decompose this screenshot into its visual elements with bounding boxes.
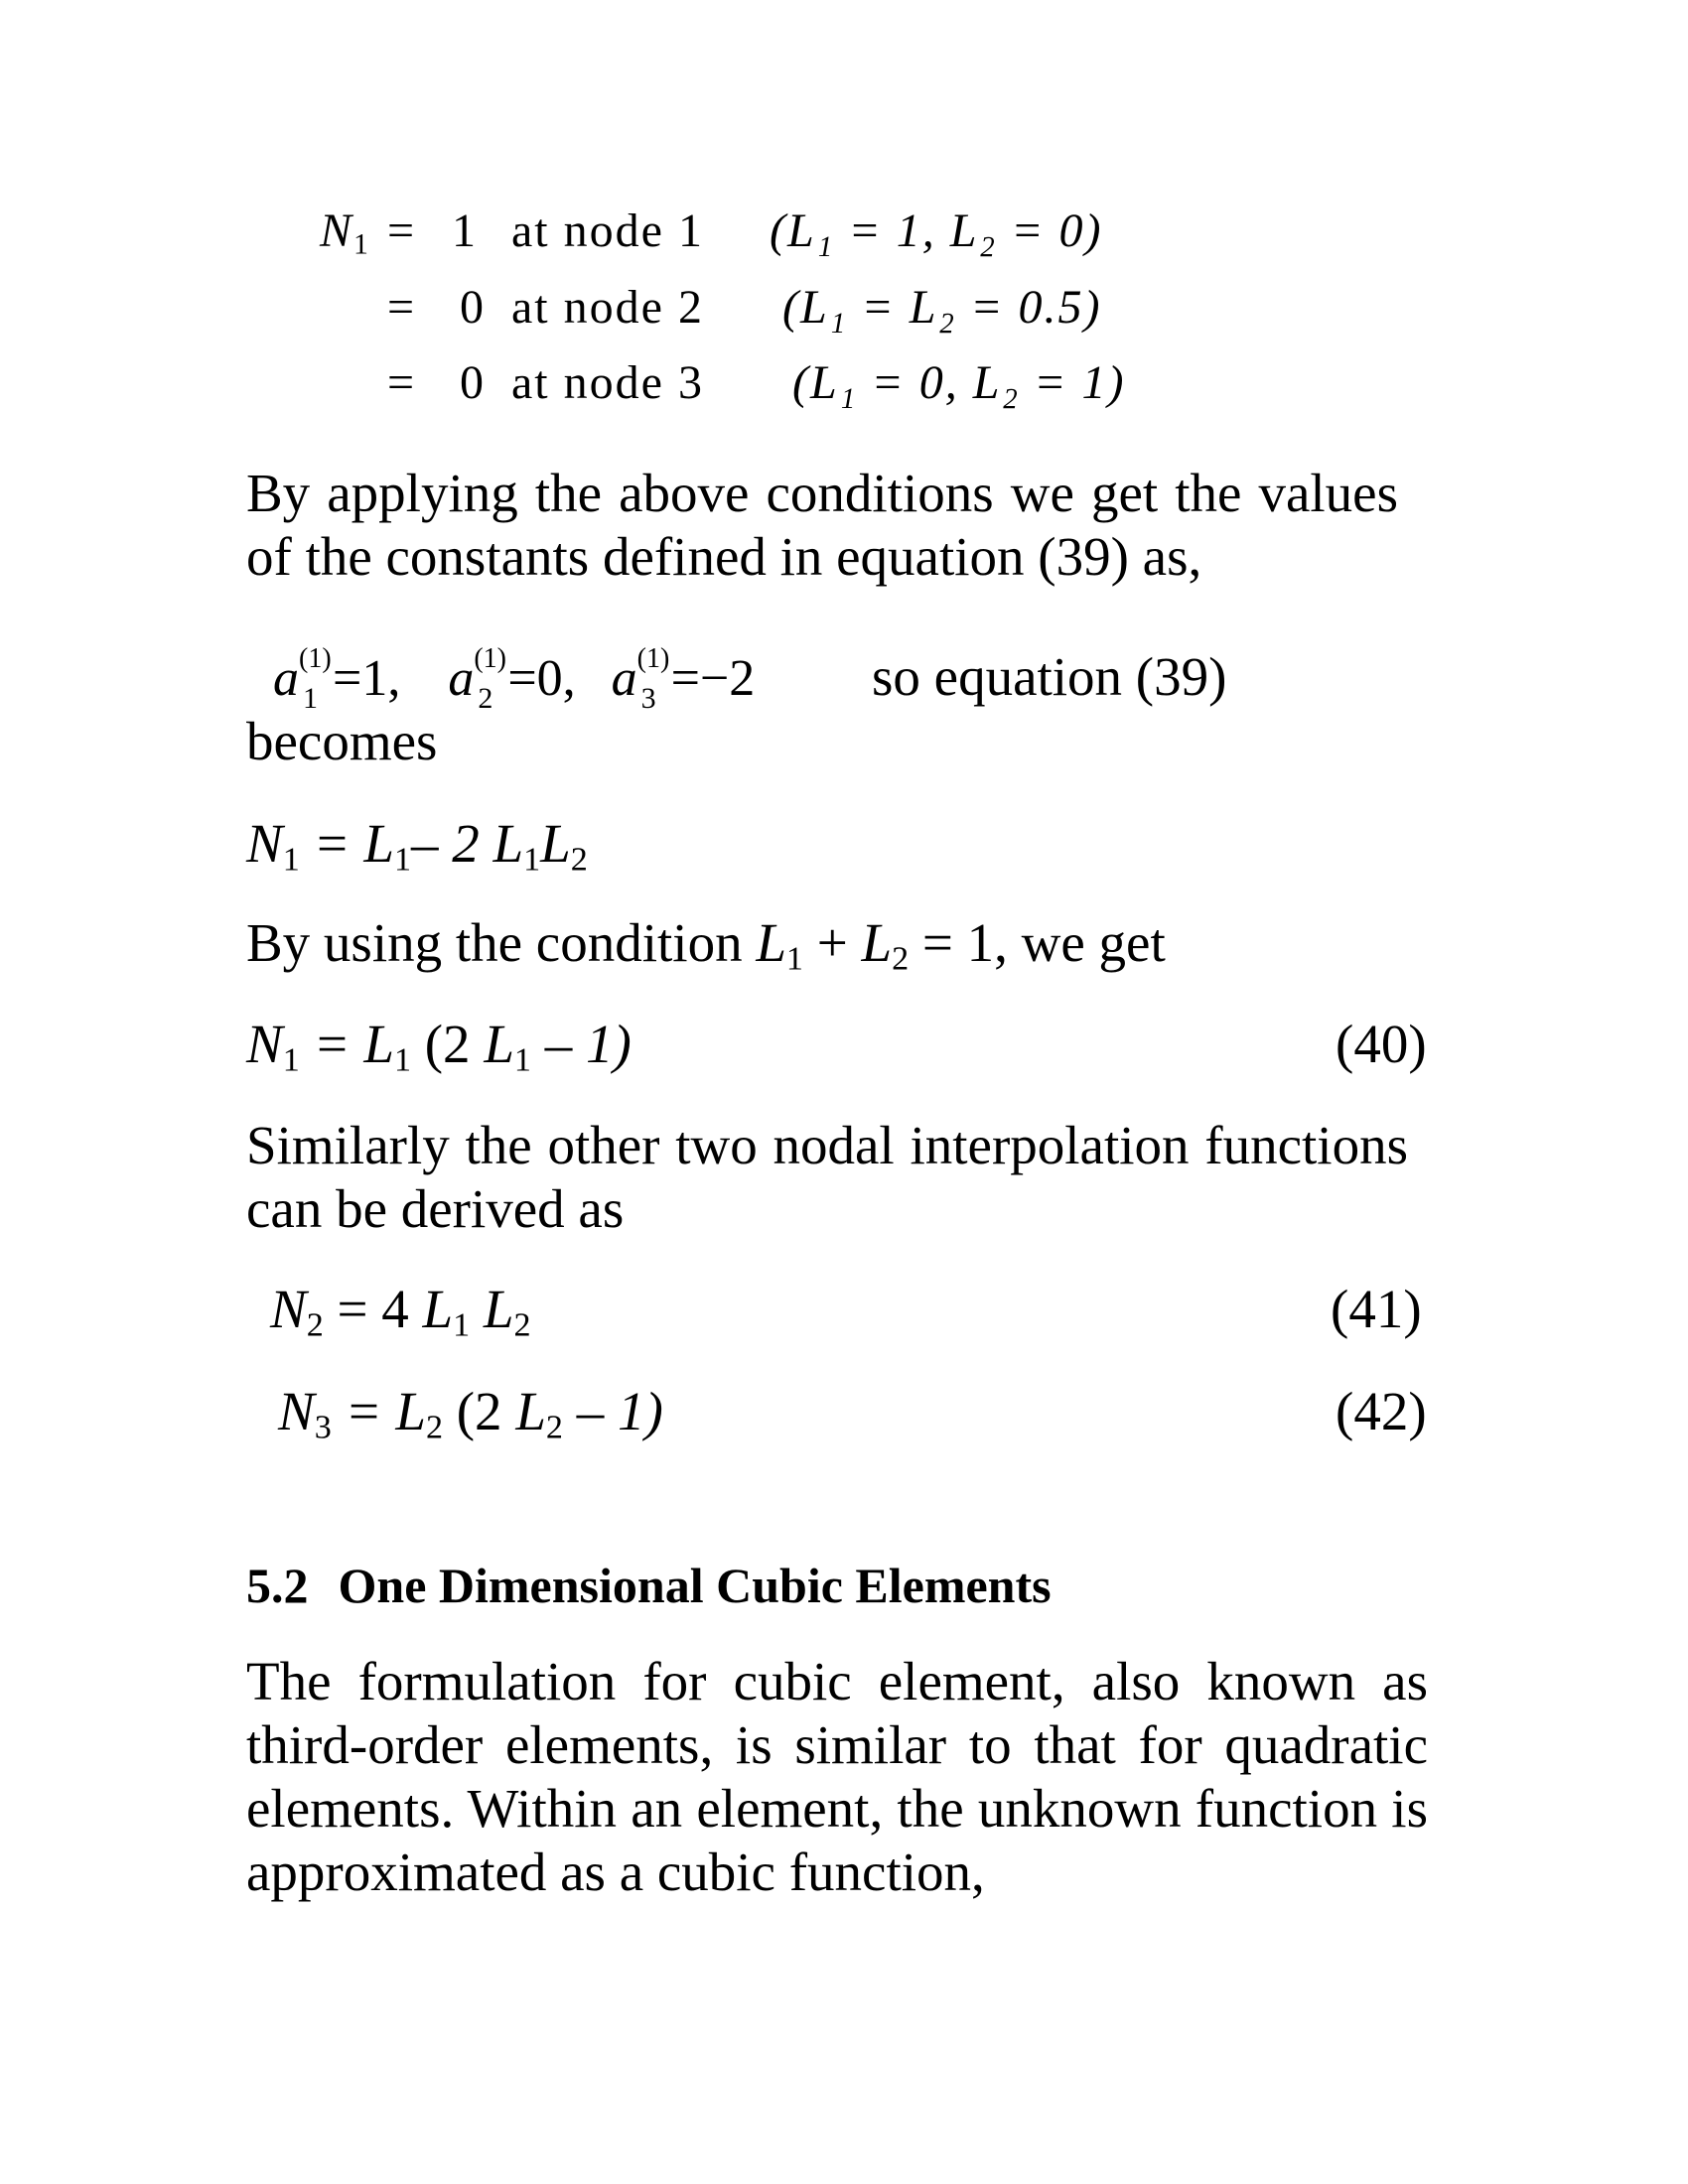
section-number: 5.2 (246, 1558, 309, 1613)
condition-eq-2: = (387, 281, 417, 334)
section-heading (246, 1557, 1052, 1614)
condition-value-2: 0 (460, 281, 486, 334)
condition-paren-2: (L₁ = L₂ = 0.5) (782, 281, 1102, 334)
condition-node-3: at node 3 (511, 356, 704, 409)
condition-eq-3: = (387, 356, 417, 409)
paragraph-cubic-formulation: The formulation for cubic element, also known as third-order elements, is similar to that for quadratic elements. Within an element, the unknown function is approximated as a cubic function, (246, 1651, 1428, 1902)
equation-42-number: (42) (1336, 1381, 1427, 1441)
constants-note: so equation (39) (872, 646, 1227, 707)
equation-42: $N_3 = L_2$ (2 $L_2 - 1$) (278, 1381, 663, 1446)
condition-row-1 (320, 204, 370, 261)
equation-41-number: (41) (1331, 1279, 1422, 1339)
equation-40-number: (40) (1336, 1014, 1427, 1074)
section-title: One Dimensional Cubic Elements (338, 1558, 1052, 1613)
equation-40: $N_1 = L_1$ (2 $L_1 - 1$) (246, 1014, 632, 1079)
paragraph-similarly: Similarly the other two nodal interpolation functions can be derived as (246, 1115, 1408, 1239)
condition-paren-3: (L₁ = 0, L₂ = 1) (792, 356, 1126, 409)
condition-node-1: at node 1 (511, 205, 704, 257)
condition-value-3: 0 (460, 356, 486, 409)
paragraph-constants-intro: By applying the above conditions we get the values of the constants defined in equation (39) as, (246, 463, 1398, 587)
equation-n1-expanded: $N_1 = L_1-$ 2 $L_1L_2$ (246, 813, 588, 879)
paragraph-condition: By using the condition $L_1 + L_2 = 1$, we get (246, 912, 1166, 978)
n1-symbol: $N_1$ (320, 205, 370, 261)
equation-41: $N_2 = 4$ $L_1$ $L_2$ (270, 1279, 531, 1344)
becomes-text: becomes (246, 711, 438, 771)
condition-paren-1: (L₁ = 1, L₂ = 0) (770, 205, 1103, 257)
condition-eq-1: = (387, 205, 417, 257)
condition-value-1: 1 (452, 205, 478, 257)
constants-line: a (1) 1 =1, a (1) 2 =0, a (1) 3 =−2 (273, 643, 756, 715)
condition-node-2: at node 2 (511, 281, 704, 334)
